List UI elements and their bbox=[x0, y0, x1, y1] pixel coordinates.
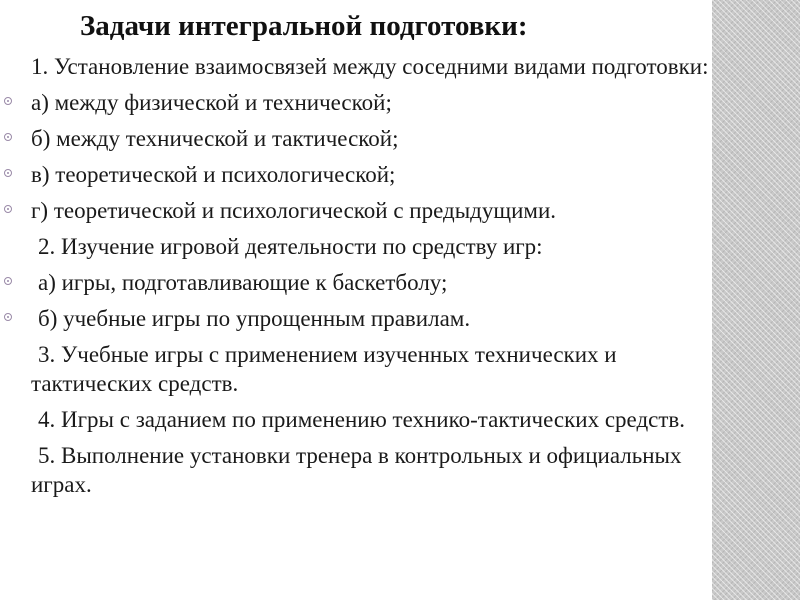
paragraph-5 bbox=[0, 441, 712, 499]
paragraph-2 bbox=[0, 232, 712, 261]
paragraph-4 bbox=[0, 405, 712, 434]
bullet-item-1d bbox=[0, 196, 712, 225]
bullet-icon bbox=[4, 169, 12, 177]
bullet-text: г) теоретической и психологической с предыдущими. bbox=[31, 198, 557, 223]
bullet-icon bbox=[4, 277, 12, 285]
bullet-icon bbox=[4, 313, 12, 321]
bullet-text: б) между технической и тактической; bbox=[31, 126, 399, 151]
bullet-text: а) игры, подготавливающие к баскетболу; bbox=[38, 270, 448, 295]
slide-title: Задачи интегральной подготовки: bbox=[80, 10, 528, 42]
paragraph-text: 5. Выполнение установки тренера в контрольных и официальных играх. bbox=[31, 443, 682, 497]
bullet-text: б) учебные игры по упрощенным правилам. bbox=[38, 306, 471, 331]
bullet-icon bbox=[4, 205, 12, 213]
decorative-side-panel bbox=[712, 0, 800, 600]
slide-content bbox=[0, 52, 712, 506]
bullet-item-1b bbox=[0, 124, 712, 153]
bullet-text: а) между физической и технической; bbox=[31, 90, 392, 115]
bullet-item-2b bbox=[0, 304, 712, 333]
paragraph-text: 4. Игры с заданием по применению технико-тактических средств. bbox=[38, 407, 686, 432]
paragraph-text: 1. Установление взаимосвязей между соседними видами подготовки: bbox=[31, 54, 709, 79]
bullet-icon bbox=[4, 97, 12, 105]
paragraph-text: 3. Учебные игры с применением изученных технических и тактических средств. bbox=[31, 342, 617, 396]
bullet-item-1a bbox=[0, 88, 712, 117]
paragraph-1 bbox=[0, 52, 712, 81]
bullet-item-1c bbox=[0, 160, 712, 189]
bullet-text: в) теоретической и психологической; bbox=[31, 162, 396, 187]
bullet-icon bbox=[4, 133, 12, 141]
paragraph-text: 2. Изучение игровой деятельности по средству игр: bbox=[38, 234, 543, 259]
bullet-item-2a bbox=[0, 268, 712, 297]
paragraph-3 bbox=[0, 340, 712, 398]
